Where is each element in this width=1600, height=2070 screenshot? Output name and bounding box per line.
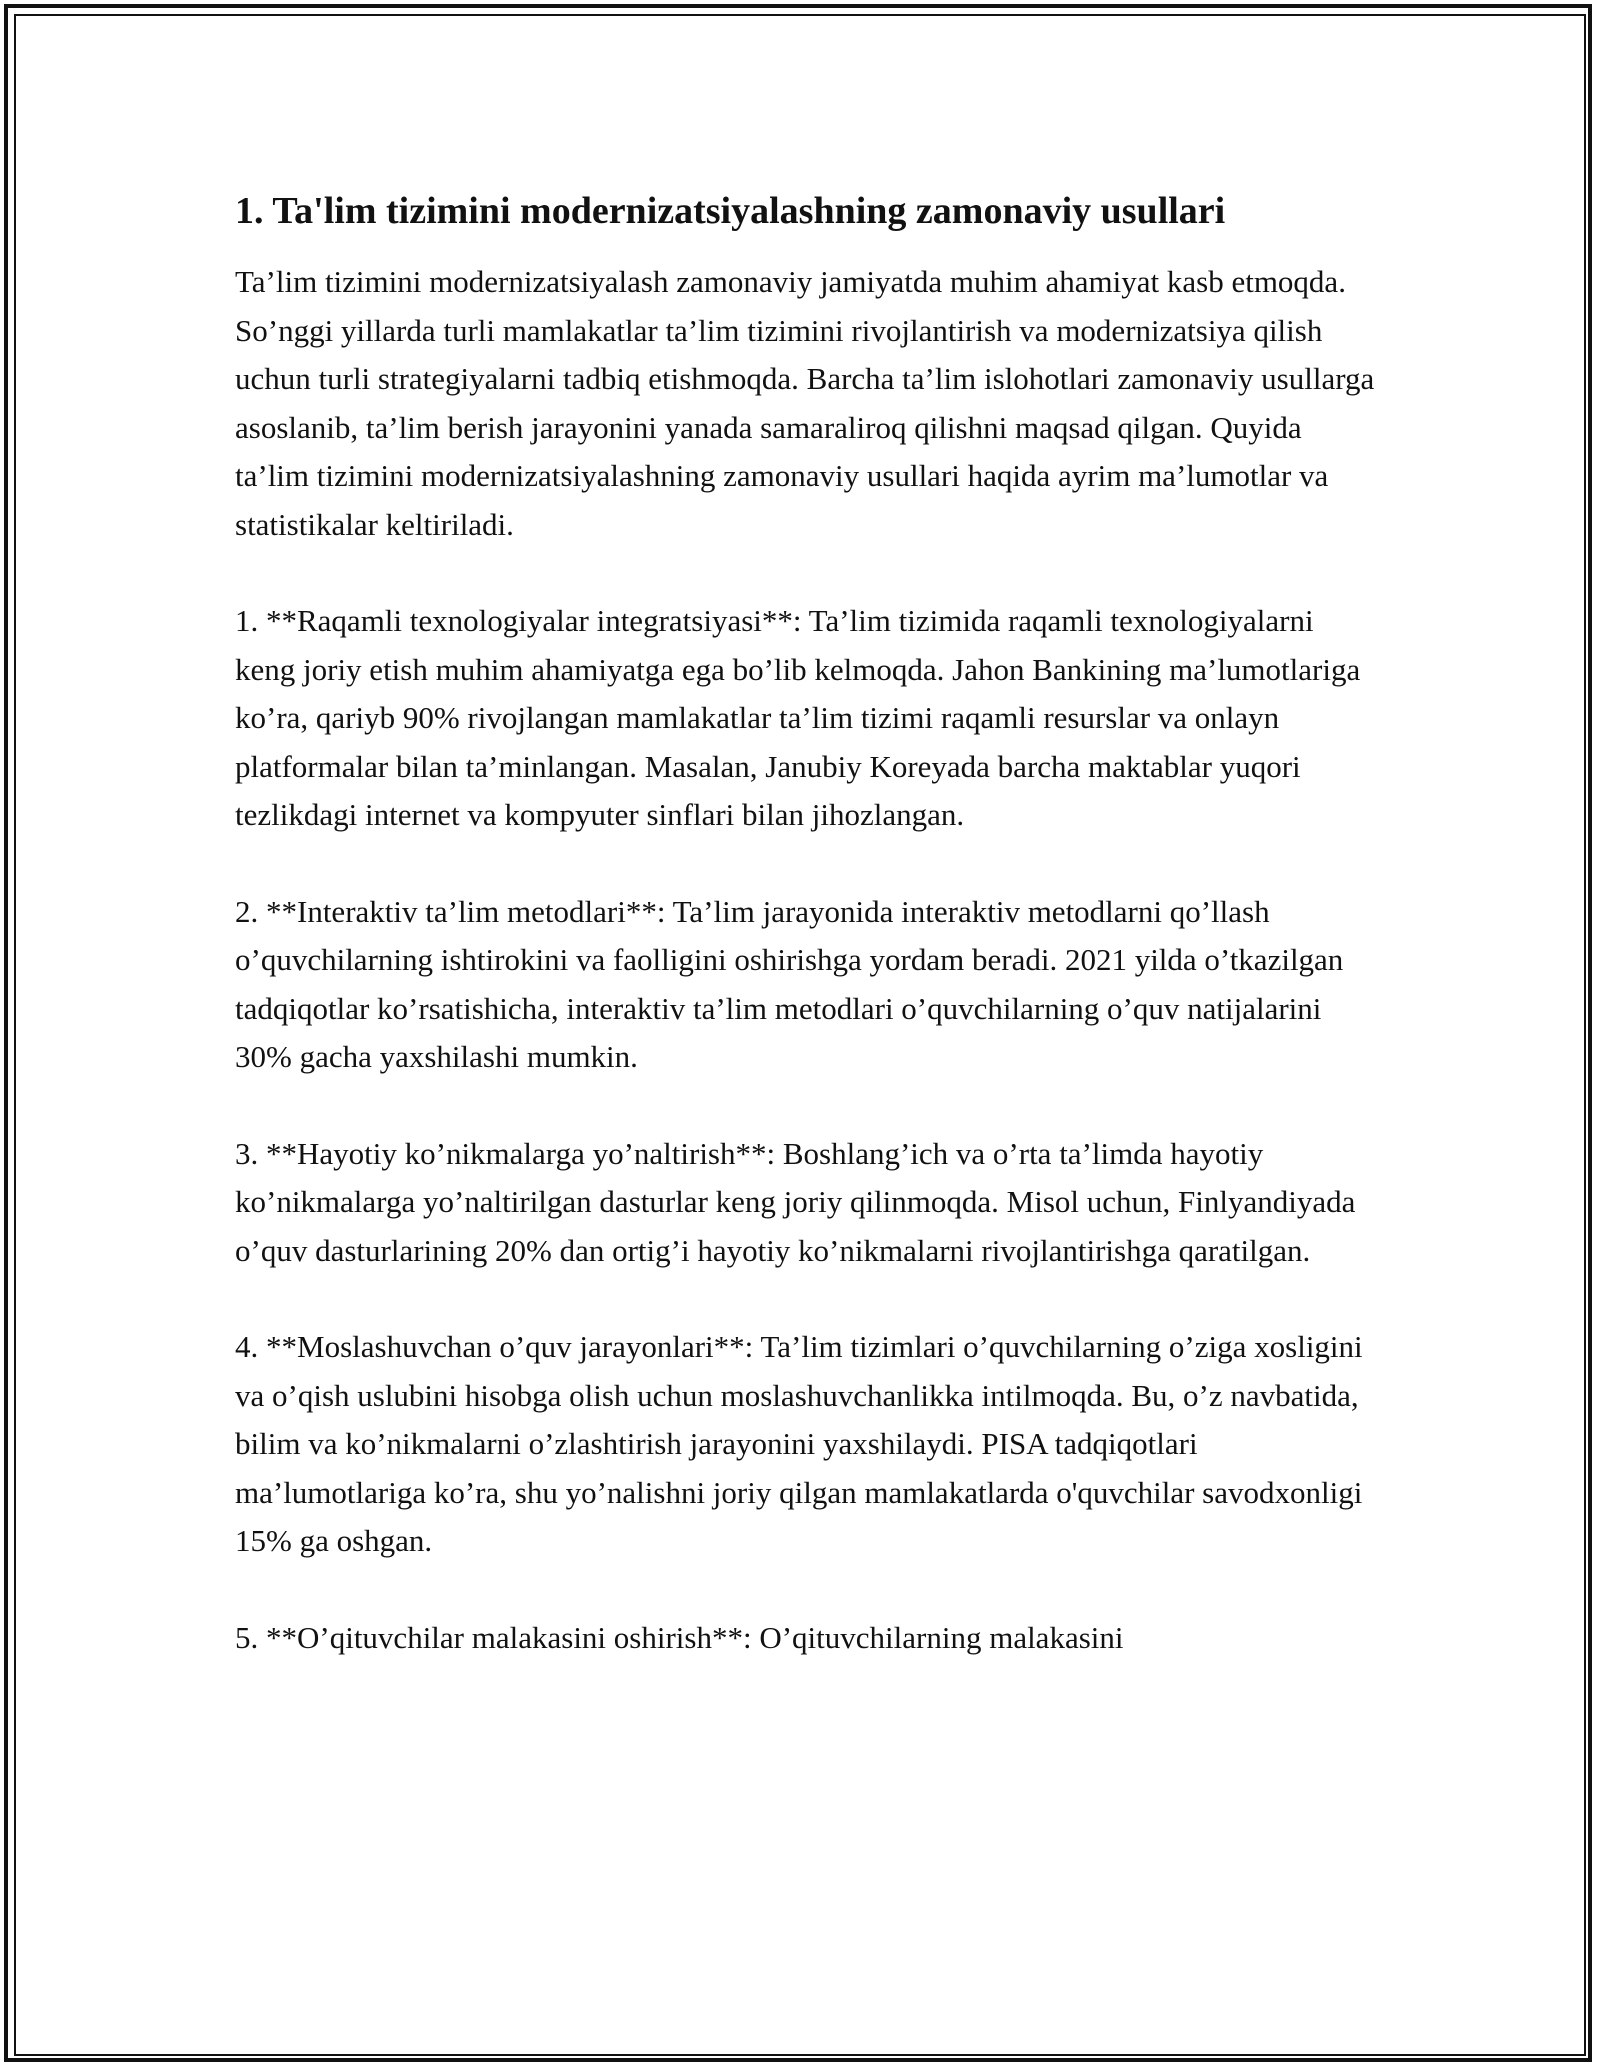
- list-item-flexible-learning: 4. **Moslashuvchan o’quv jarayonlari**: Ta’lim tizimlari o’quvchilarning o’ziga xosligini va o’qish uslubini hisobga olish uchun moslashuvchanlikka intilmoqda. Bu, o’z navbatida, bilim va ko’nikmalarni o’zlashtirish jarayonini yaxshilaydi. PISA tadqiqotlari ma’lumotlariga ko’ra, shu yo’nalishni joriy qilgan mamlakatlarda o'quvchilar savodxonligi 15% ga oshgan.: [235, 1329, 1363, 1558]
- intro-paragraph: Ta’lim tizimini modernizatsiyalash zamonaviy jamiyatda muhim ahamiyat kasb etmoqda. So’nggi yillarda turli mamlakatlar ta’lim tizimini rivojlantirish va modernizatsiya qilish uchun turli strategiyalarni tadbiq etishmoqda. Barcha ta’lim islohotlari zamonaviy usullarga asoslanib, ta’lim berish jarayonini yanada samaraliroq qilishni maqsad qilgan. Quyida ta’lim tizimini modernizatsiyalashning zamonaviy usullari haqida ayrim ma’lumotlar va statistikalar keltiriladi.: [235, 264, 1375, 542]
- list-item-life-skills: 3. **Hayotiy ko’nikmalarga yo’naltirish**: Boshlang’ich va o’rta ta’limda hayotiy ko’nikmalarga yo’naltirilgan dasturlar keng joriy qilinmoqda. Misol uchun, Finlyandiyada o’quv dasturlarining 20% dan ortig’i hayotiy ko’nikmalarni rivojlantirishga qaratilgan.: [235, 1135, 1356, 1268]
- document-title: 1. Ta'lim tizimini modernizatsiyalashning zamonaviy usullari: [235, 190, 1226, 232]
- list-item-interactive-methods: 2. **Interaktiv ta’lim metodlari**: Ta’lim jarayonida interaktiv metodlarni qo’llash o’quvchilarning ishtirokini va faolligini oshirishga yordam beradi. 2021 yilda o’tkazilgan tadqiqotlar ko’rsatishicha, interaktiv ta’lim metodlari o’quvchilarning o’quv natijalarini 30% gacha yaxshilashi mumkin.: [235, 893, 1344, 1074]
- document-body: [235, 186, 1375, 1662]
- list-item-teacher-qualification: 5. **O’qituvchilar malakasini oshirish**: O’qituvchilarning malakasini: [235, 1619, 1124, 1655]
- list-item-digital-technologies: 1. **Raqamli texnologiyalar integratsiyasi**: Ta’lim tizimida raqamli texnologiyalarni keng joriy etish muhim ahamiyatga ega bo’lib kelmoqda. Jahon Bankining ma’lumotlariga ko’ra, qariyb 90% rivojlangan mamlakatlar ta’lim tizimi raqamli resurslar va onlayn platformalar bilan ta’minlangan. Masalan, Janubiy Koreyada barcha maktablar yuqori tezlikdagi internet va kompyuter sinflari bilan jihozlangan.: [235, 603, 1361, 832]
